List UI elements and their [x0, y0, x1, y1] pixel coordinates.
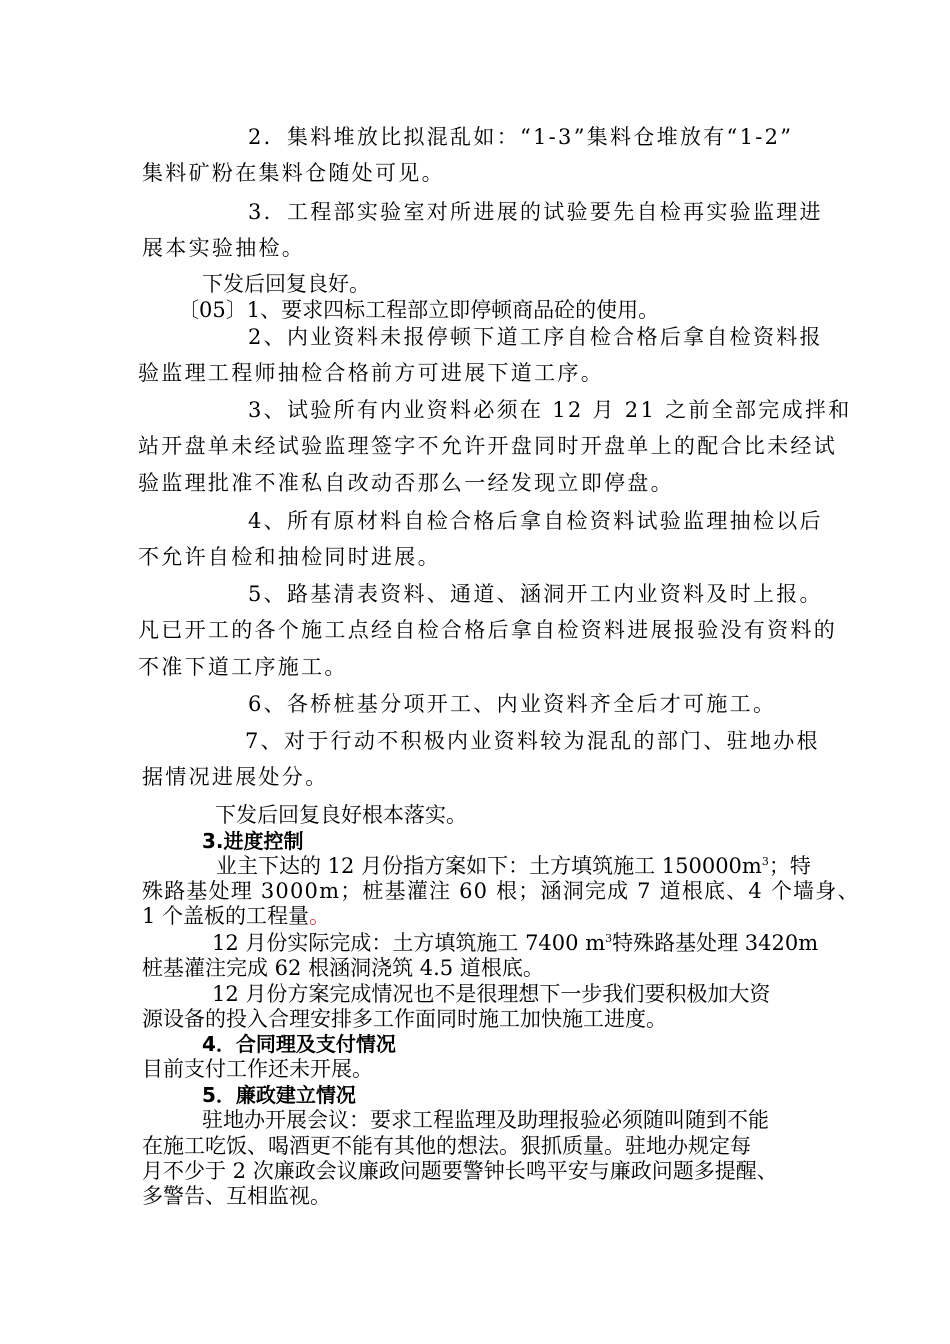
- progress-actual-line-1: [212, 930, 818, 956]
- item-2-line-2: 集料矿粉在集料仓随处可见。: [142, 161, 445, 185]
- actual-text-a: 12 月份实际完成：土方填筑施工 7400 m: [212, 931, 606, 955]
- progress-heading: 3.进度控制: [202, 829, 304, 853]
- item-05-heading: 〔05〕1、要求四标工程部立即停顿商品砼的使用。: [178, 298, 660, 322]
- req-5-line-3: 不准下道工序施工。: [138, 655, 348, 679]
- progress-eval-line-1: 12 月份方案完成情况也不是很理想下一步我们要积极加大资: [212, 982, 771, 1006]
- integrity-line-3: 月不少于 2 次廉政会议廉政问题要警钟长鸣平安与廉政问题多提醒、: [142, 1159, 778, 1183]
- req-7-line-1: 7、对于行动不积极内业资料较为混乱的部门、驻地办根: [245, 729, 820, 753]
- progress-plan-line-1: [216, 853, 811, 879]
- plan-text-a: 业主下达的 12 月份指方案如下：土方填筑施工 150000m: [216, 854, 762, 878]
- plan-text-c: 1 个盖板的工程量: [142, 904, 310, 928]
- integrity-line-1: 驻地办开展会议：要求工程监理及助理报验必须随叫随到不能: [202, 1108, 769, 1132]
- contract-text: 目前支付工作还未开展。: [142, 1057, 373, 1081]
- integrity-heading: 5．廉政建立情况: [202, 1083, 356, 1107]
- req-5-line-2: 凡已开工的各个施工点经自检合格后拿自检资料进展报验没有资料的: [138, 618, 837, 642]
- reply-note-1: 下发后回复良好。: [202, 272, 370, 296]
- req-3-line-3: 验监理批准不准私自改动否那么一经发现立即停盘。: [138, 471, 674, 495]
- contract-heading: 4．合同理及支付情况: [202, 1032, 396, 1056]
- req-3-line-1: 3、试验所有内业资料必须在 12 月 21 之前全部完成拌和: [248, 398, 852, 422]
- integrity-line-4: 多警告、互相监视。: [142, 1184, 331, 1208]
- req-2-line-1: 2、内业资料未报停顿下道工序自检合格后拿自检资料报: [248, 325, 823, 349]
- progress-eval-line-2: 源设备的投入合理安排多工作面同时施工加快施工进度。: [142, 1007, 667, 1031]
- plan-text-b: ；特: [768, 854, 811, 878]
- item-3-line-1: 3．工程部实验室对所进展的试验要先自检再实验监理进: [248, 200, 823, 224]
- req-2-line-2: 验监理工程师抽检合格前方可进展下道工序。: [138, 361, 604, 385]
- req-7-line-2: 据情况进展处分。: [142, 765, 329, 789]
- integrity-line-2: 在施工吃饭、喝酒更不能有其他的想法。狠抓质量。驻地办规定每: [142, 1134, 751, 1158]
- req-4-line-2: 不允许自检和抽检同时进展。: [138, 545, 441, 569]
- progress-plan-line-3: [142, 903, 330, 929]
- progress-plan-line-2: 殊路基处理 3000m；桩基灌注 60 根；涵洞完成 7 道根底、4 个墙身、: [142, 879, 860, 903]
- actual-superscript: 3: [605, 932, 613, 945]
- progress-actual-line-2: 桩基灌注完成 62 根涵洞浇筑 4.5 道根底。: [142, 956, 544, 980]
- item-3-line-2: 展本实验抽检。: [142, 236, 306, 260]
- reply-note-2: 下发后回复良好根本落实。: [215, 803, 467, 827]
- item-2-line-1: 2．集料堆放比拟混乱如：“1-3”集料仓堆放有“1-2”: [248, 125, 794, 149]
- actual-text-b: 特殊路基处理 3420m: [612, 931, 819, 955]
- req-6: 6、各桥桩基分项开工、内业资料齐全后才可施工。: [248, 692, 777, 716]
- req-4-line-1: 4、所有原材料自检合格后拿自检资料试验监理抽检以后: [248, 509, 823, 533]
- req-5-line-1: 5、路基清表资料、通道、涵洞开工内业资料及时上报。: [248, 582, 823, 606]
- red-period-mark: 。: [309, 904, 331, 928]
- req-3-line-2: 站开盘单未经试验监理签字不允许开盘同时开盘单上的配合比未经试: [138, 434, 837, 458]
- plan-superscript: 3: [761, 855, 769, 868]
